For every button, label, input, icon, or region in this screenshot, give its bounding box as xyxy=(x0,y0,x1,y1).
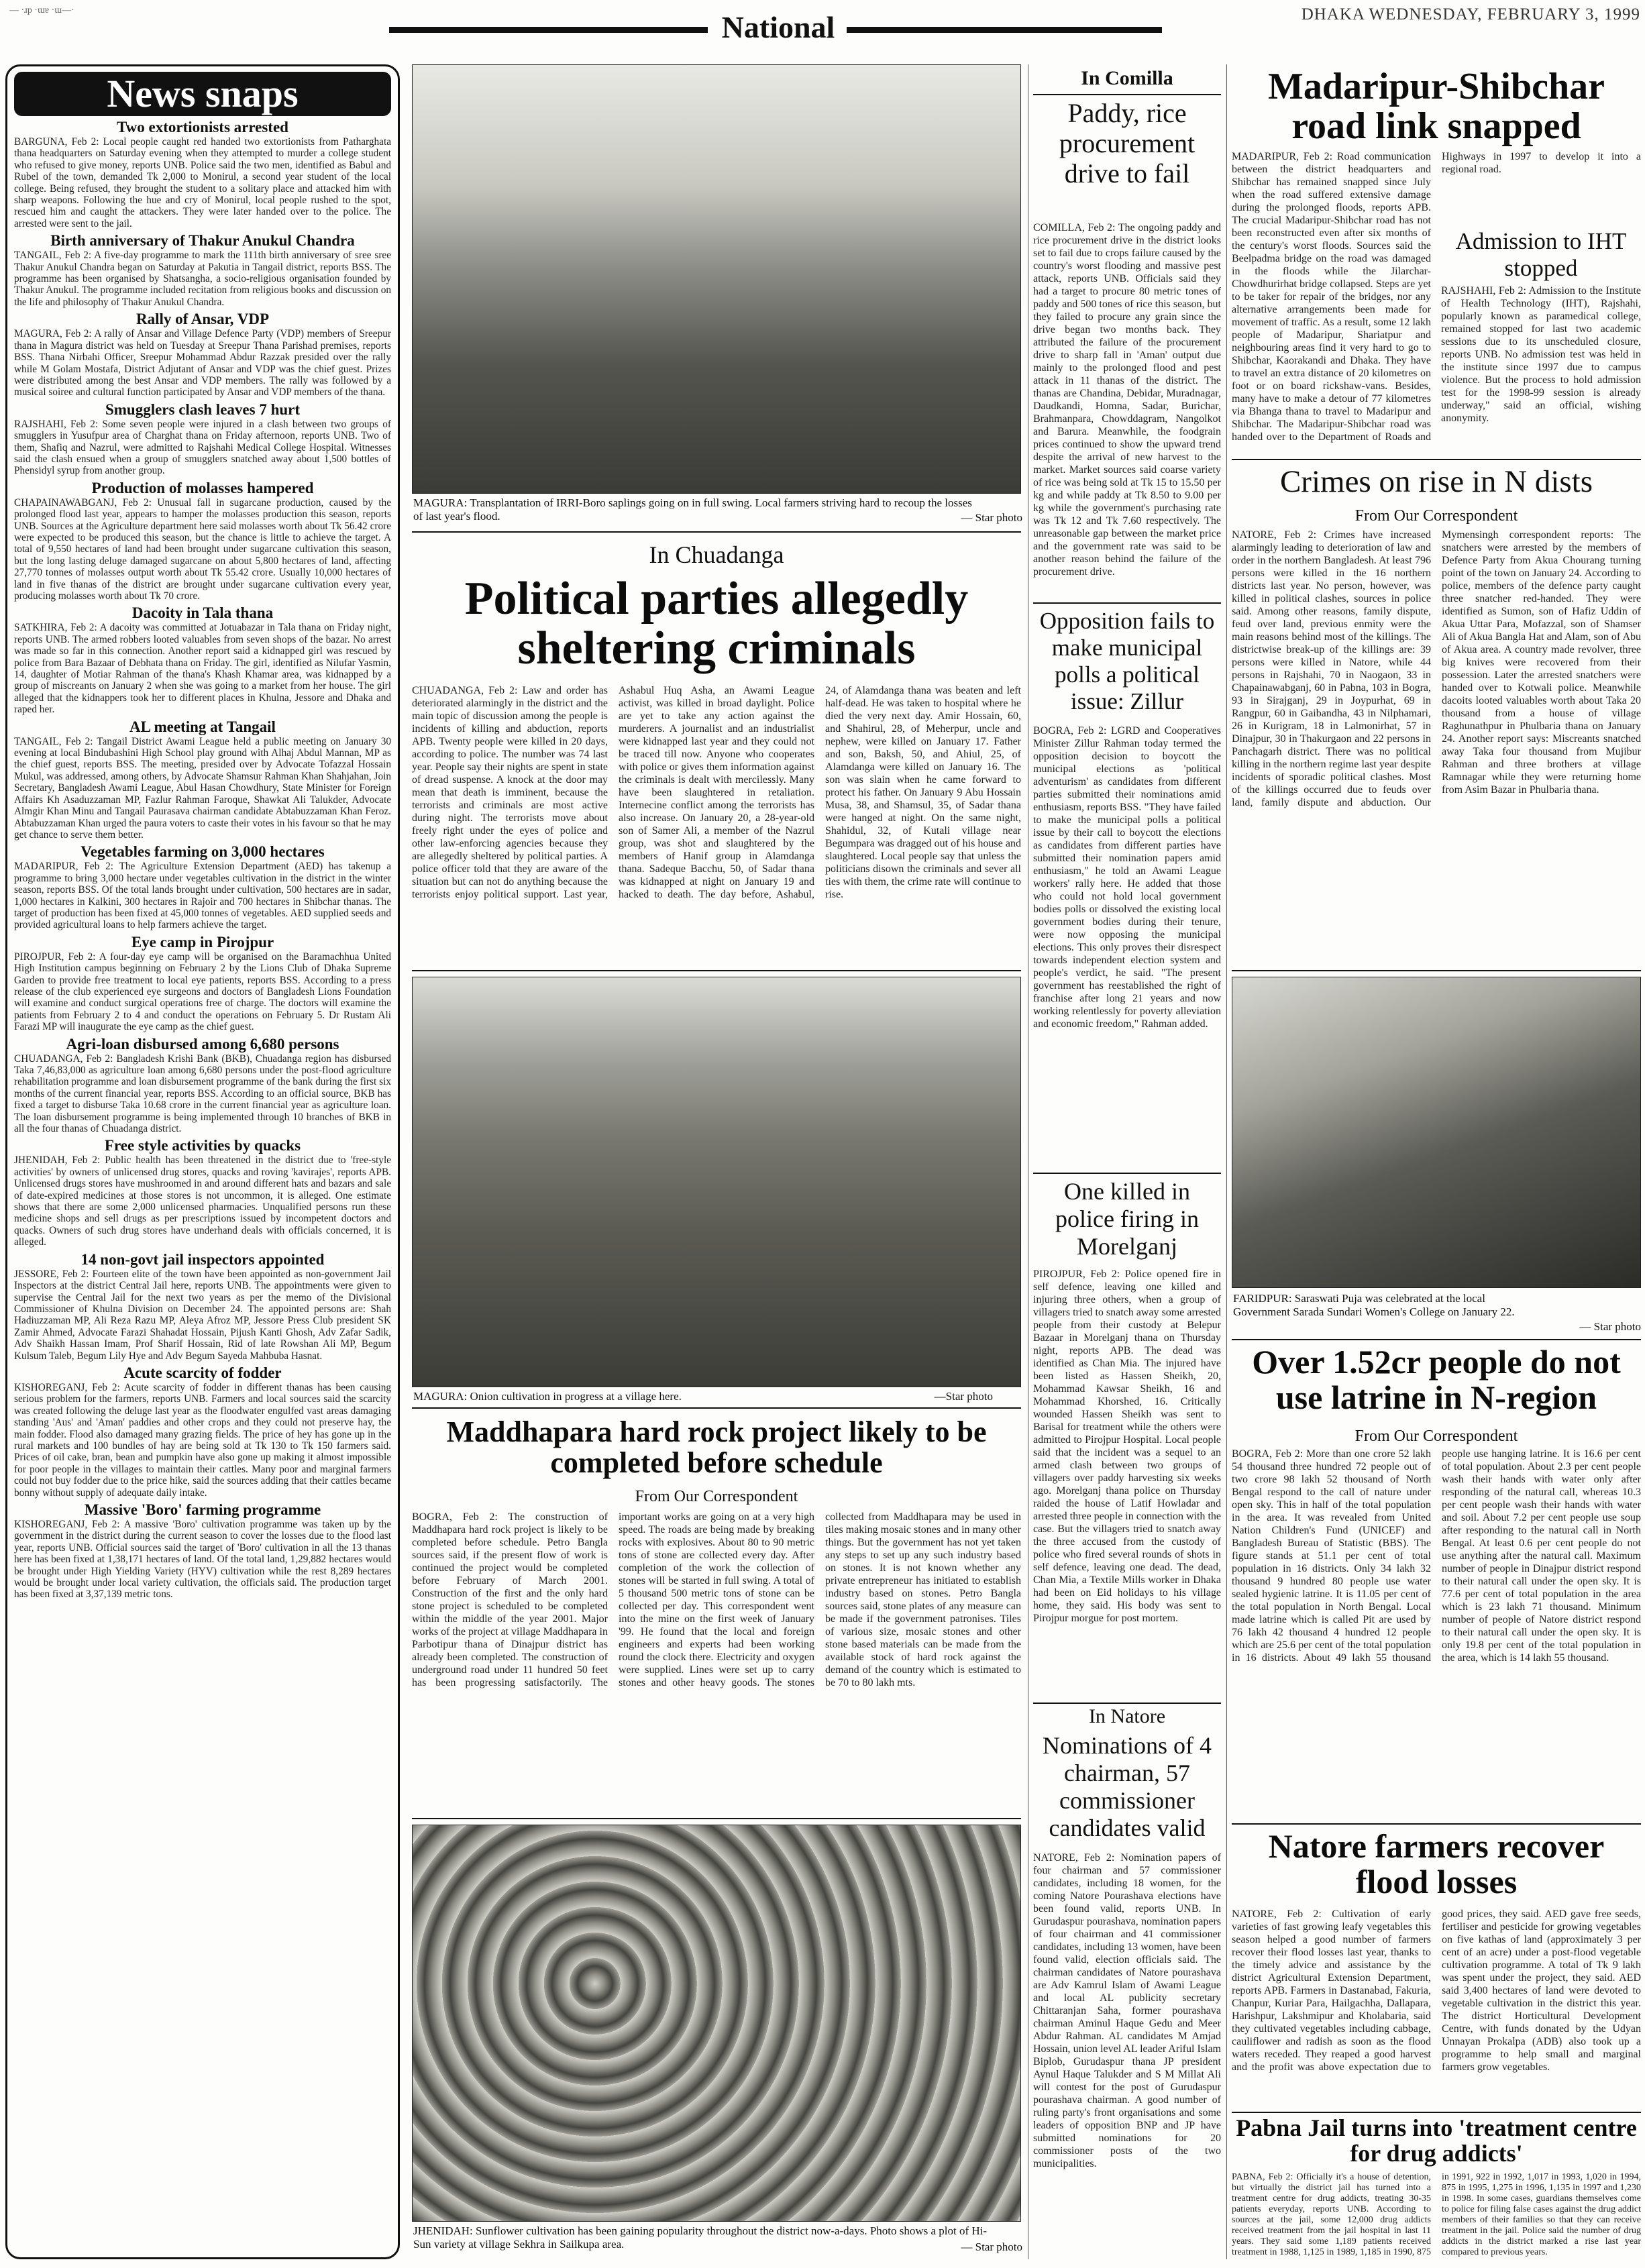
comilla-kicker-rule xyxy=(1033,94,1221,95)
snap-headline: Massive 'Boro' farming programme xyxy=(84,1501,321,1518)
snap-headline: Rally of Ansar, VDP xyxy=(136,311,270,328)
news-snaps-title: News snaps xyxy=(14,72,391,116)
crimes-byline: From Our Correspondent xyxy=(1355,507,1518,525)
snap-headline: Acute scarcity of fodder xyxy=(123,1364,282,1381)
crimes-headline: Crimes on rise in N dists xyxy=(1279,464,1593,499)
natore-farmers-body: NATORE, Feb 2: Cultivation of early varieties of fast growing leafy vegetables this season helped a good number of farmers recover their flood losses last year, thanks to the timely advice and assistance by the district Agricultural Extension Department, reports APB. Farmers in Dastanabad, Fakuria, Chanpur, Kuriar Para, Hailgachha, Dallapara, Harishpur, Lakshmipur and Kholabaria, said they cultivated vegetables including cabbage, cauliflower and radish as soon as the flood waters receded. They reaped a good harvest and the profit was above expectation due to good prices, they said. AED gave free seeds, fertiliser and pesticide for growing vegetables on five kathas of land (approximately 3 per cent of an acre) under a post-flood vegetable cultivation programme. A total of Tk 9 lakh was spent under the project, they said. AED said 3,400 hectares of land were devoted to vegetable cultivation in the district this year. The district Horticultural Development Centre, with funds donated by the Udyan Unnayan Prokalpa (ADB) also took up a programme to help small and marginal farmers grow vegetables. xyxy=(1232,1908,1641,2073)
opposition-headline: Opposition fails to make municipal polls a political issue: Zillur xyxy=(1039,608,1215,714)
opposition-body: BOGRA, Feb 2: LGRD and Cooperatives Minister Zillur Rahman today termed the opposition decision to boycott the municipal elections as 'political adventurism' as candidates from different parties submitted their nominations amid enthusiasm, reports BSS. "They have failed to make the municipal polls a political issue by their call to boycott the elections as candidates from different parties have submitted their nomination papers amid enthusiasm," he told an Awami League workers' rally here. He added that those who could not hold local government bodies polls or dissolved the existing local government bodies during their tenure, were now opposing the municipal elections. This only proves their disrespect towards independent election system and people's verdict, he said. "The present government has reestablished the right of franchise after long 21 years and now working relentlessly for poverty alleviation and economic freedom," Rahman added. xyxy=(1033,725,1221,1030)
snap-headline: 14 non-govt jail inspectors appointed xyxy=(81,1250,325,1268)
latrine-byline: From Our Correspondent xyxy=(1355,1427,1518,1445)
credit-faridpur-puja: — Star photo xyxy=(1579,1320,1641,1333)
snap-body: PIROJPUR, Feb 2: A four-day eye camp will be organised on the Baramachhua United High Institution campus beginning on February 2 by the Lions Club of Dhaka Supreme Garden to provide free treatment to local eye patients, reports BSS. According to a press release of the club experienced eye surgeons and doctors of Bangladesh Lions Foundation will examine and conduct surgical operations free of charge. The doctors will examine the patients from February 2 to 4 and conduct the operations on February 5. Dr Rustam Ali Farazi MP will inaugurate the eye camp as the chief guest. xyxy=(14,951,391,1033)
top-left-scrap: — ·ɹp ·ɯɐ ·ɯ—· xyxy=(9,5,74,15)
rule-chuadanga-top xyxy=(412,531,1021,533)
snap-headline: Birth anniversary of Thakur Anukul Chandra xyxy=(50,232,355,250)
rule-onion-top xyxy=(412,970,1021,971)
madaripur-body: MADARIPUR, Feb 2: Road communication between the district headquarters and Shibchar has remained snapped since July when the road suffered extensive damage during the prolonged floods, reports APB. The crucial Madaripur-Shibchar road has not been reconstructed even after six months of the century's worst floods. Sources said the Beelpadma bridge on the road was damaged in the floods while the Jilarchar-Chowdhurirhat bridge collapsed. Steps are yet to be taker for repair of the bridges, nor any alternative arrangements been made for movement of traffic. As a result, some 12 lakh people of Madaripur, Shariatpur and neighbouring areas find it very hard to go to Shibchar, Kaorakandi and Dhaka. They have to travel an extra distance of 20 kilometres on foot or on board rickshaw-vans. Besides, many have to make a detour of 77 kilometres via Bhanga thana to travel to Madaripur and Shibchar. The Madaripur-Shibchar road was handed over to the Department of Roads and Highways in 1997 to develop it into a regional road. xyxy=(1232,151,1641,443)
rule-natore-nom-top xyxy=(1033,1703,1221,1704)
snap-body: BARGUNA, Feb 2: Local people caught red handed two extortionists from Patharghata thana headquarters on Saturday evening when they attempted to murder a college student who refused to give money, reports UNB. Police said the two men, identified as Babul and Rubel of the town, demanded Tk 2,000 to Monirul, a second year student of the local college. Being refused, they brought the student to a solitary place and attacked him with sharp weapons. Following the hue and cry of Monirul, local people rushed to the spot, rescued him and caught the attackers. They were later handed over to the police. The arrested were sent to the jail. xyxy=(14,136,391,229)
rule-crimes-top xyxy=(1232,459,1641,460)
photo-jhenidah-sunflower xyxy=(412,1825,1021,2222)
natore-nom-kicker: In Natore xyxy=(1088,1705,1166,1727)
caption-magura-onion: MAGURA: Onion cultivation in progress at a village here. xyxy=(413,1390,682,1403)
snap-headline: Smugglers clash leaves 7 hurt xyxy=(105,400,301,418)
iht-headline: Admission to IHT stopped xyxy=(1441,228,1641,282)
dateline: DHAKA WEDNESDAY, FEBRUARY 3, 1999 xyxy=(1301,5,1640,23)
rule-latrine-top xyxy=(1232,1339,1641,1340)
snap-body: MADARIPUR, Feb 2: The Agriculture Extension Department (AED) has takenup a programme to bring 3,000 hectare under vegetables cultivation in the district in the winter season, reports BSS. Of the total lands brought under cultivation, 500 hectares are in sadar, 1,000 hectares in Kalkini, 300 hectares in Rajoir and 700 hectares in Shibchar thanas. The target of production has been fixed at 45,000 tonnes of vegetables. AED supplied seeds and provided agricultural loans to help farmers achieve the target. xyxy=(14,861,391,931)
crimes-body: NATORE, Feb 2: Crimes have increased alarmingly leading to deterioration of law and order in the northern Bangladesh. At least 796 persons were killed in the 16 northern districts last year. No person, however, was killed in political clashes, sources in police said. Among other reasons, family dispute, feud over land, previous enmity were the main reasons behind most of the killings. The districtwise break-up of the killings are: 39 persons were killed in Natore, while 44 persons in Rajshahi, 70 in Naogaon, 33 in Chapainawabganj, 60 in Pabna, 103 in Bogra, 93 in Sirajganj, 29 in Joypurhat, 69 in Rangpur, 60 in Gaibandha, 43 in Nilphamari, 26 in Kurigram, 18 in Lalmonirhat, 57 in Dinajpur, 30 in Thakurgaon and 22 persons in Panchagarh district. There was no political killing in the northern regime last year despite incidents of sporadic political clashes. Most of the killings occurred due to feuds over land, family dispute and abduction. Our Mymensingh correspondent reports: The snatchers were arrested by the members of Defence Party from Akua Chourang turning point of the town on January 24. According to police, members of the defence party caught three snatcher red-handed. They were identified as Sumon, son of Hafiz Uddin of Akua Uttar Para, Mofazzal, son of Shamser Ali of Akua Bangla Hat and Alam, son of Abu of Akua area. A country made revolver, three big knives were recovered from their possession. Later the arrested snatchers were handed over to Kotwali police. Meanwhile dacoits looted valuables worth about Taka 20 thousand from a house of village Raghunathpur in Phulbaria thana on January 24. Another report says: Miscreants snatched away Taka four thousand from Mujibur Rahman and three brothers at village Ramnagar while they were returning home from Asim Bazar in Phulbaria thana. xyxy=(1232,529,1641,808)
col5-left-rule xyxy=(1226,64,1227,2259)
snap-body: TANGAIL, Feb 2: A five-day programme to mark the 111th birth anniversary of sree sree Thakur Anukul Chandra began on Saturday at Pakutia in Tangail district, reports BSS. The programme has been organised by Shatsangha, a socio-religious organisation founded by Thakur Anukul. The programme included recitation from religious books and discussion on the life and philosophy of Thakur Anukul Chandra. xyxy=(14,250,391,308)
credit-magura-transplant: — Star photo xyxy=(961,511,1022,524)
caption-magura-transplant: MAGURA: Transplantation of IRRI-Boro saplings going on in full swing. Local farmers striving hard to recoup the losses of last year's flood. xyxy=(413,496,972,523)
snap-body: MAGURA, Feb 2: A rally of Ansar and Village Defence Party (VDP) members of Sreepur thana in Magura district was held on Tuesday at Sreepur Thana Parishad premises, reports BSS. Thana Nirbahi Officer, Sreepur Mohammad Abdur Razzak presided over the rally while M Golam Mostafa, District Adjutant of Ansar and VDP was the chief guest. Prizes were distributed among the best Ansar and VDP members. The rally was followed by a musical soiree and cultural function participated by Ansar and VDP members of the thana. xyxy=(14,328,391,398)
photo-faridpur-puja xyxy=(1232,977,1641,1288)
pabna-body: PABNA, Feb 2: Officially it's a house of detention, but virtually the district jail has turned into a treatment centre for drug addicts, treating 30-35 patients everyday, reports UNB. According to sources at the jail, some 12,000 drug addicts received treatment from the jail hospital in last 11 years. They said some 1,189 patients received treatment in 1988, 1,125 in 1989, 1,185 in 1990, 875 in 1991, 922 in 1992, 1,017 in 1993, 1,020 in 1994, 875 in 1995, 1,275 in 1996, 1,135 in 1997 and 1,230 in 1998. In some cases, guardians themselves come to police for filing false cases against the drug addict members of their families so that they can receive treatment in the jail. Police said the number of drug addicts in the district marked a rise last year compared to previous years. xyxy=(1232,2172,1641,2257)
snap-body: JESSORE, Feb 2: Fourteen elite of the town have been appointed as non-government Jail Inspectors at the district Central Jail here, reports UNB. The appointments were given to supervise the Central Jail for the next two years as per the memo of the Divisional Commissioner of Khulna Division on December 24. The appointed persons are: Shah Hadiuzzaman MP, Ali Reza Razu MP, Aleya Afroz MP, Jessore Press Club president SK Zamir Ahmed, Advocate Farazi Shahadat Hossain, Pijush Kanti Ghosh, Adv Zafar Sadik, Adv Shaikh Hassan Imam, Prof Sharif Hossain, Rid of late Rowshan Ali MP, Begum Kulsum Taleb, Begum Lily Hye and Adv Begum Sayeda Mahbuba Hasnat. xyxy=(14,1268,391,1362)
snap-body: RAJSHAHI, Feb 2: Some seven people were injured in a clash between two groups of smugglers in Yusufpur area of Charghat thana on Friday afternoon, reports UNB. Two of them, Shafiq and Nazrul, were admitted to Rajshahi Medical College Hospital. Witnesses said the clash ensued when a group of smugglers snatched away about 1,500 bottles of Phensidyl syrup from another group. xyxy=(14,418,391,477)
snap-headline: Vegetables farming on 3,000 hectares xyxy=(81,843,325,861)
snap-headline: Free style activities by quacks xyxy=(104,1137,301,1154)
snap-body: JHENIDAH, Feb 2: Public health has been threatened in the district due to 'free-style activities' by owners of unlicensed drug stores, quacks and roving 'kavirajes', reports APB. Unlicensed drugs stores have mushroomed in and around different hats and bazars and sale of date-expired medicines at those stores is not uncommon, it is alleged. One estimate shows that there are some 2,000 unlicensed pharmacies. Unqualified persons run these medicine shops and sell drugs as per prescriptions issued by incompetent doctors and quacks. Owners of such drug stores have underhand deals with officials concerned, it is alleged. xyxy=(14,1154,391,1248)
maddhapara-headline: Maddhapara hard rock project likely to be completed before schedule xyxy=(446,1415,987,1480)
snap-body: TANGAIL, Feb 2: Tangail District Awami League held a public meeting on January 30 evening at local Bindubashini High School play ground with Alhaj Abdul Mannan, MP as the chief guest, reports BSS. The meeting, presided over by Advocate Tofazzal Hossain Mukul, was addressed, among others, by Advocate Shamsur Rahman Khan Shahjahan, Join Secretary, Bangladesh Awami League, Abul Hasan Chowdhury, State Minister for Foreign Affairs Kh Asaduzzaman MP, Fazlur Rahman Faroque, Shawkat Ali Talukder, Advocate Almgir Khan Minu and Tangail Paurasava chairman candidate Abtabuzzaman Khan Feroz. Abtabuzzaman Khan urged the paura voters to caste their votes in his favour so that he may get chance to serve them better. xyxy=(14,735,391,841)
maddhapara-byline: From Our Correspondent xyxy=(635,1488,798,1505)
snap-headline: Two extortionists arrested xyxy=(117,119,288,136)
header-rule-left xyxy=(389,27,708,33)
rule-sunflower-top xyxy=(412,1818,1021,1819)
rule-faridpur-top xyxy=(1232,970,1641,971)
comilla-kicker: In Comilla xyxy=(1081,67,1173,89)
snap-body: KISHOREGANJ, Feb 2: A massive 'Boro' cultivation programme was taken up by the government in the district during the current season to cover the losses due to the flood last year, reports UNB. Official sources said the target of 'Boro' cultivation in all the 13 thanas here has been fixed at 1,38,171 hectares of land. Of the total land, 1,29,882 hectares would be brought under High Yielding Variety (HYV) cultivation while the rest 8,289 hectares would be brought under local variety cultivation, the officials said. The production target has been fixed at 3,37,139 metric tons. xyxy=(14,1519,391,1601)
natore-farmers-headline: Natore farmers recover flood losses xyxy=(1268,1827,1605,1900)
comilla-body: COMILLA, Feb 2: The ongoing paddy and rice procurement drive in the district looks set to fail due to crops failure caused by the country's worst flooding and massive pest attack, reports UNB. Officials said they had a target to procure 80 metric tones of paddy and 500 tones of rice this season, but they failed to procure any grain since the drive began two months back. They attributed the failure of the procurement drive to sharp fall in 'Aman' output due mainly to the prolonged flood and pest attack in 11 thanas of the district. The thanas are Chandina, Debidar, Muradnagar, Daudkandi, Homna, Sadar, Burichar, Brahmanpara, Chowddagram, Nangolkot and Barura. Meanwhile, the foodgrain prices continued to show the upward trend despite the arrival of new harvest to the market. Market sources said coarse variety of rice was being sold at Tk 15 to 15.50 per kg and while paddy at Tk 8.50 to 9.00 per kg while the government's purchasing rate was Tk 12 and Tk 7.60 respectively. The unreasonable gap between the market price and the government rate was said to be another reason behind the failure of the procurement drive. xyxy=(1033,222,1221,578)
snap-body: CHAPAINAWABGANJ, Feb 2: Unusual fall in sugarcane production, caused by the prolonged flood last year, appears to hamper the molasses production this season, reports UNB. Sources at the Agriculture department here said molasses worth about Tk 56.42 crore were expected to be produced this season, but the chance is little to achieve the target. A total of 9,550 hectares of land had been brought under sugarcane cultivation this season, but the long lasting deluge damaged sugarcane on about 5,800 hectares of land, affecting 27,770 tonnes of molasses output worth about Tk 55.42 crore. Usually 10,000 hectares of land in five thanas of the district are brought under sugarcane cultivation every year, producing molasses worth about Tk 70 crore. xyxy=(14,496,391,602)
morelganj-headline: One killed in police firing in Morelganj xyxy=(1055,1178,1199,1260)
maddhapara-body: BOGRA, Feb 2: The construction of Maddhapara hard rock project is likely to be completed before schedule. Petro Bangla sources said, if the present flow of work is continued the project would be completed before February of March 2001. Construction of the first and the only hard stone project is scheduled to be completed within the middle of the year 2001. Major works of the project at village Maddhapara in Parbotipur thana of Dinajpur district has already been completed. The construction of underground road under 11 hundred 50 feet has been progressing satisfactorily. The important works are going on at a very high speed. The roads are being made by breaking rocks with explosives. About 80 to 90 metric tons of stone are collected every day. After completion of the work the collection of stones will be started in full swing. A total of 5 thousand 500 metric tons of stone can be collected per day. This correspondent went into the mine on the first week of January '99. He found that the local and foreign engineers and experts had been working round the clock there. Electricity and oxygen were supplied. Lines were set up to carry stones and other heavy goods. The stones collected from Maddhapara may be used in tiles making mosaic stones and in many other things. But the government has not yet taken any steps to set up any such industry based on stones. It is not known whether any private entrepreneur has initiated to establish industry based on stones. Petro Bangla sources said, stone plates of any measure can be made if the government patronises. Tiles of various size, mosaic stones and other stone based materials can be made from the available stock of hard rock against the demand of the country which is estimated to be 70 to 80 lakh mts. xyxy=(412,1511,1021,1688)
snap-headline: Dacoity in Tala thana xyxy=(131,604,274,622)
snap-body: KISHOREGANJ, Feb 2: Acute scarcity of fodder in different thanas has been causing serious problem for the farmers, reports UNB. Farmers and local sources said the scarcity was created following the deluge last year as the floodwater engulfed vast areas damaging standing 'Aus' and 'Aman' paddies and other crops and they could not preserve hay, the main fodder. Flood also damaged many grazing fields. The price of hey has gone up in the rural markets and 100 bundles of hay are being sold at Tk 130 to Tk 150 farmers said. Prices of oil cake, bran, bean and pumpkin have also gone up making it almost impossible for poor people in the villages to maintain their cattles. Many poor and marginal farmers could not buy fodder due to the price hike, said the sources adding that their cattles became bonny without supply of adequate daily intake. xyxy=(14,1381,391,1499)
credit-jhenidah-sunflower: — Star photo xyxy=(961,2240,1022,2253)
snap-body: CHUADANGA, Feb 2: Bangladesh Krishi Bank (BKB), Chuadanga region has disbursed Taka 7,46,83,000 as agriculture loan among 6,680 persons under the post-flood agriculture rehabilitation programme and loan disbursement programme of the bank during the first six months of the current financial year, reports BSS. According to an official source, BKB has fixed a target to disburse Taka 10.68 crore in the current financial year as agriculture loan. The loan disbursement programme is being implemented through 10 branches of BKB in all the four thanas of Chuadanga district. xyxy=(14,1052,391,1135)
snap-headline: Production of molasses hampered xyxy=(91,479,314,496)
credit-magura-onion: —Star photo xyxy=(934,1390,993,1403)
section-name: National xyxy=(721,10,835,44)
latrine-body: BOGRA, Feb 2: More than one crore 52 lakh 54 thousand three hundred 72 people out of two crore 98 lakh 52 thousand of North Bengal respond to the call of nature under open sky. This in half of the total population in the area. It was revealed from United Nation Children's Fund (UNICEF) and Bangladesh Bureau of Statistic (BBS). The figure stands at 51.1 per cent of total population in 16 districts. Only 34 lakh 32 thousand 9 hundred 80 people use water sealed hygienic latrine. It is 11.05 per cent of the total population in North Bengal. Local made latrine which is called Pit are used by 76 lakh 42 thousand 4 hundred 12 people which are 25.6 per cent of the total population in 16 districts. About 49 lakh 55 thousand people use hanging latrine. It is 16.6 per cent of total population. About 2.3 per cent people wash their hands with water only after responding of the natural call, whereas 10.3 per cent people wash their hands with water and soil. About 7.2 per cent people use soup after responding to the natural call in North Bengal. At least 0.6 per cent people do not use anything after the natural call. Maximum number of people in Dinajpur district respond to their natural call under the open sky. It is 77.6 per cent of total population in the area which is 23 lakh 71 thousand. Minimum number of people of Natore district respond to their natural call under the open sky. It is only 19.8 per cent of the total population in the area, which is 14 lakh 55 thousand. xyxy=(1232,1448,1641,1664)
natore-nom-body: NATORE, Feb 2: Nomination papers of four chairman and 57 commissioner candidates, including 18 women, for the coming Natore Pourashava elections have been found valid, reports UNB. In Gurudaspur pourashava, nomination papers of four chairman and 41 commissioner candidates, including 13 women, have been found valid, election officials said. The chairman candidates of Natore pourashava are Adv Kamrul Islam of Awami League and local AL publicity secretary Chittaranjan Saha, former pourashava chairman Aminul Haque Gedu and Meer Abdur Rahman. AL candidates M Amjad Hossain, union level AL leader Ariful Islam Biplob, Gurudaspur thana JP president Aynul Haque Talukder and S M Millat Ali will contest for the post of Gurudaspur pourashava chairman. A good number of ruling party's front organisations and some leaders of opposition BNP and JP have submitted nominations for 20 commissioner posts of the two municipalities. xyxy=(1033,1852,1221,2169)
rule-pabna-top xyxy=(1232,2112,1641,2113)
snap-headline: Agri-loan disbursed among 6,680 persons xyxy=(66,1035,339,1052)
morelganj-body: PIROJPUR, Feb 2: Police opened fire in self defence, leaving one killed and injuring three others, when a group of villagers tried to snatch away some arrested people from their custody at Belepur Bazaar in Morelganj thana on Thursday night, reports APB. The dead was identified as Chan Mia. The injured have been listed as Hassen Sheikh, 20, Mohammad Kawsar Sheikh, 16 and Mohammad Khorshed, 16. Critically wounded Hassen Sheikh was sent to Barisal for treatment while the others were admitted to Pirojpur Hospital. Local people said that the incident was a sequel to an armed clash between two groups of villagers over paddy harvesting six weeks ago. Morelganj thana police on Thursday raided the house of Latif Howladar and arrested three people in connection with the case. But the villagers tried to snatch away the three accused from the custody of police who fired several rounds of shots in self defence, leaving one dead. The dead, Chan Mia, a Textile Mills worker in Dhaka had been on Eid holidays to his village home, they said. His body was sent to Pirojpur morgue for post mortem. xyxy=(1033,1268,1221,1624)
news-snaps-list xyxy=(14,119,391,1601)
iht-body: RAJSHAHI, Feb 2: Admission to the Institute of Health Technology (IHT), Rajshahi, popularly known as paramedical college, remained stopped for last two academic sessions due to its unscheduled closure, reports UNB. No admission test was held in the institute since 1997 due to campus violence. But the process to hold admission test for the 1998-99 session is already underway," said an official, wishing anonymity. xyxy=(1441,284,1641,457)
photo-magura-onion xyxy=(412,977,1021,1387)
snap-headline: Eye camp in Pirojpur xyxy=(131,933,274,951)
rule-natore-farmers-top xyxy=(1232,1823,1641,1825)
chuadanga-headline: Political parties allegedly sheltering criminals xyxy=(464,573,969,674)
latrine-headline: Over 1.52cr people do not use latrine in N-region xyxy=(1252,1343,1621,1416)
snap-headline: AL meeting at Tangail xyxy=(129,718,276,735)
comilla-headline: Paddy, rice procurement drive to fail xyxy=(1059,98,1196,188)
caption-faridpur-puja: FARIDPUR: Saraswati Puja was celebrated at the local Government Sarada Sundari Women's College on January 22. xyxy=(1233,1292,1515,1318)
snap-body: SATKHIRA, Feb 2: A dacoity was committed at Jotuabazar in Tala thana on Friday night, reports UNB. The armed robbers looted valuables from seven shops of the bazar. No arrest was made so far in this connection. Another report said a kidnapped girl was rescued by police from Bara Bazaar of Debhata thana on Friday. The girl, identified as Nilufar Yasmin, 14, daughter of Motiar Rahman of the thana's Khash Khamar area, was kidnapped by a group of miscreants on January 2 when she was going to a market from her house. The girl alleged that the kidnappers took her to different places in Khulna, Jessore and Dhaka and raped her. xyxy=(14,622,391,716)
rule-maddhapara-top xyxy=(412,1407,1021,1409)
natore-nom-headline: Nominations of 4 chairman, 57 commissioner candidates valid xyxy=(1043,1732,1212,1841)
news-snaps-box xyxy=(5,64,400,2259)
rule-morelganj-top xyxy=(1033,1173,1221,1174)
header-rule-right xyxy=(847,27,1162,33)
chuadanga-body: CHUADANGA, Feb 2: Law and order has deteriorated alarmingly in the district and the main topic of discussion among the people is incidents of killing and abduction, reports APB. Twenty people were killed in 20 days, according to police. The number was 74 last year. People say their nights are spent in state of dread suspense. A knock at the door may mean that death is imminent, because the terrorists and criminals are most active during night. The terrorists move about freely right under the eyes of police and other law-enforcing agencies because they are allegedly sheltered by political parties. A police officer told that they are aware of the situation but can not do anything because the terrorists enjoy political support. Last year, Ashabul Huq Asha, an Awami League activist, was killed in broad daylight. Police are yet to take any action against the murderers. A journalist and an industrialist were kidnapped last year and they could not be traced till now. Anyone who cooperates with police or gives them information against the criminals is dealt with mercilessly. Many have been slaughtered in retaliation. Internecine conflict among the terrorists has also increase. On January 20, a 28-year-old son of Samer Ali, a member of the Nazrul group, was shot and slaughtered by the members of Hanif group in Alamdanga thana. Sadeque Bacchu, 50, of Sadar thana was kidnapped at night on January 19 and hacked to death. The day before, Ashabul, 24, of Alamdanga thana was beaten and left half-dead. He was taken to hospital where he died the very next day. Amir Hossain, 60, and Shahirul, 28, of Meherpur, uncle and nephew, were killed on January 17. Father and son, Baksh, 50, and Ahiul, 25, of Alamdanga were killed on January 16. The son was slain when he came forward to protect his father. On January 9 Abu Hossain Musa, 38, and Shamsul, 35, of Sadar thana were hanged at night. On the same night, Shahidul, 32, of Kutali village near Begumpara was dragged out of his house and slaughtered. Local people say that unless the politicians disown the criminals and sever all ties with them, the crime rate will continue to rise. xyxy=(412,685,1021,900)
photo-magura-transplant xyxy=(412,64,1021,494)
pabna-headline: Pabna Jail turns into 'treatment centre for drug addicts' xyxy=(1236,2114,1637,2167)
rule-opposition-top xyxy=(1033,602,1221,604)
chuadanga-kicker: In Chuadanga xyxy=(649,541,784,568)
caption-jhenidah-sunflower: JHENIDAH: Sunflower cultivation has been gaining popularity throughout the district now-a-days. Photo shows a plot of Hi-Sun variety at village Sekhra in Sailkupa area. xyxy=(413,2224,988,2251)
madaripur-headline: Madaripur-Shibchar road link snapped xyxy=(1268,66,1605,147)
